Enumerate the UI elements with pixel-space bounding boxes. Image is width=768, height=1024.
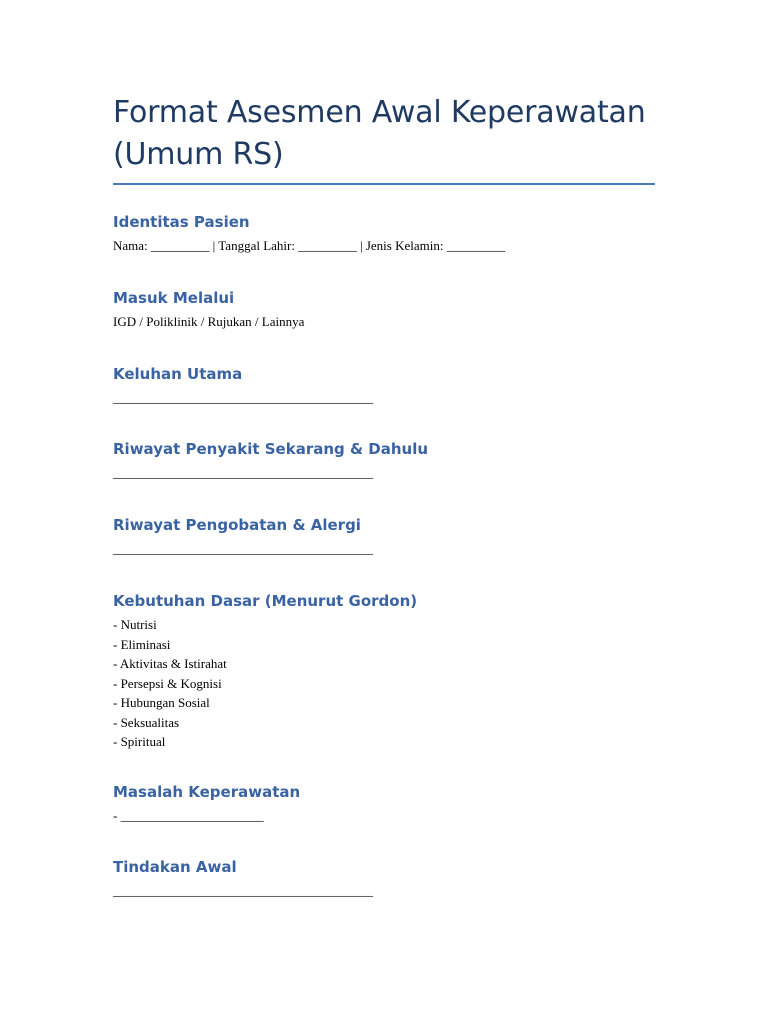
title-divider (113, 183, 655, 185)
document-title (113, 0, 658, 176)
document-page (113, 0, 658, 898)
title-line-2: (Umum RS) (113, 137, 284, 172)
section-identitas-pasien (113, 212, 658, 256)
list-item: - ______________________ (113, 808, 264, 823)
section-line: Nama: _________ | Tanggal Lahir: _________ | Jenis Kelamin: _________ (113, 238, 506, 253)
section-tindakan-awal (113, 857, 658, 901)
section-kebutuhan-dasar (113, 591, 658, 752)
blank-line: ________________________________________ (113, 465, 373, 480)
section-heading: Riwayat Penyakit Sekarang & Dahulu (113, 440, 429, 458)
blank-line: ________________________________________ (113, 541, 373, 556)
list-item: - Nutrisi (113, 617, 157, 632)
section-riwayat-pengobatan (113, 515, 658, 559)
section-keluhan-utama (113, 364, 658, 408)
section-masuk-melalui (113, 288, 658, 332)
list-item: - Persepsi & Kognisi (113, 675, 222, 691)
section-line: IGD / Poliklinik / Rujukan / Lainnya (113, 314, 305, 329)
section-heading: Masalah Keperawatan (113, 783, 301, 801)
section-heading: Identitas Pasien (113, 213, 250, 231)
section-masalah-keperawatan (113, 782, 658, 826)
list-item: - Seksualitas (113, 714, 180, 730)
section-heading: Masuk Melalui (113, 289, 235, 307)
list-item: - Eliminasi (113, 636, 171, 652)
blank-line: ________________________________________ (113, 883, 373, 898)
section-riwayat-penyakit (113, 439, 658, 483)
title-line-1: Format Asesmen Awal Keperawatan (113, 95, 646, 130)
section-heading: Kebutuhan Dasar (Menurut Gordon) (113, 592, 418, 610)
list-item: - Hubungan Sosial (113, 695, 210, 710)
section-heading: Riwayat Pengobatan & Alergi (113, 516, 361, 534)
blank-line: ________________________________________ (113, 390, 373, 405)
section-heading: Tindakan Awal (113, 858, 237, 876)
list-item: - Spiritual (113, 734, 166, 749)
section-heading: Keluhan Utama (113, 365, 243, 383)
list-item: - Aktivitas & Istirahat (113, 656, 227, 671)
